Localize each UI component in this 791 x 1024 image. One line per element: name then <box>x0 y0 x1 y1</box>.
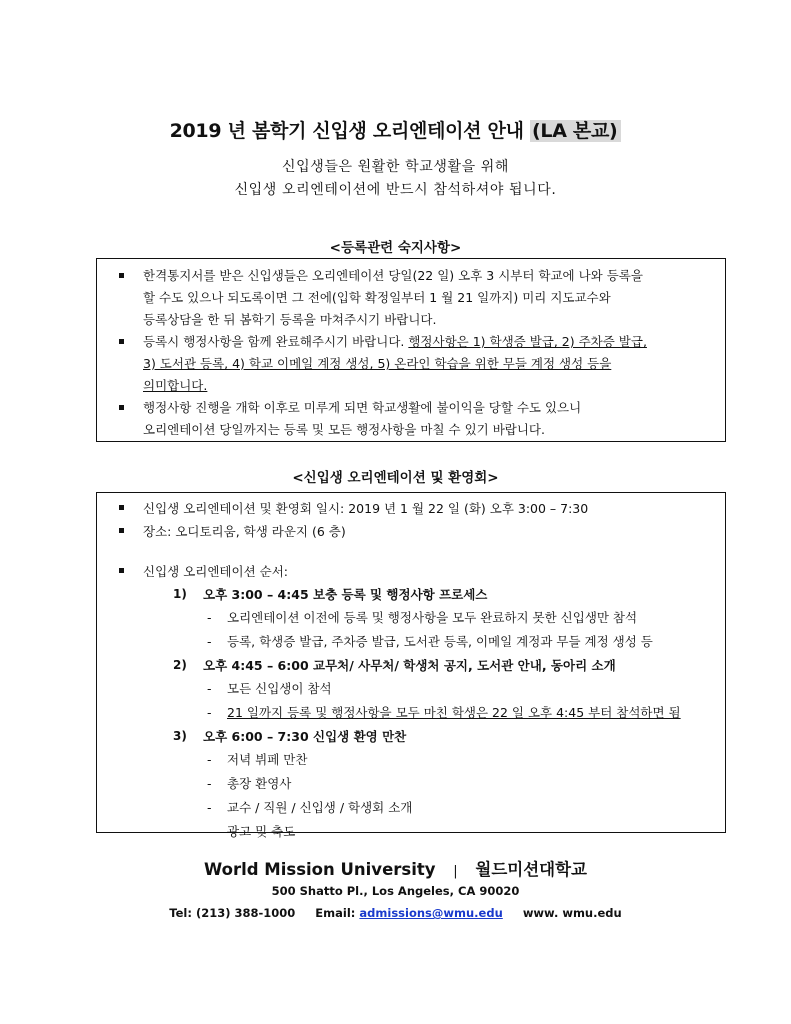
dash-bullet-icon: - <box>207 752 212 767</box>
sub-item-text: 모든 신입생이 참석 <box>227 681 332 696</box>
sub-item-text: 교수 / 직원 / 신입생 / 학생회 소개 <box>227 800 413 815</box>
sub-item <box>203 796 717 820</box>
dash-bullet-icon: - <box>207 610 212 625</box>
orientation-list <box>107 497 717 583</box>
title-campus-highlight: (LA 본교) <box>530 120 621 142</box>
step-number: 1) <box>173 587 187 601</box>
school-name-ko: 월드미션대학교 <box>475 860 587 879</box>
step-item <box>107 725 717 844</box>
title-main: 2019 년 봄학기 신입생 오리엔테이션 안내 <box>169 120 524 142</box>
orientation-place: 장소: 오디토리움, 학생 라운지 (6 층) <box>143 524 346 539</box>
list-item <box>107 397 717 441</box>
sub-item <box>203 772 717 796</box>
item-text: 한격통지서를 받은 신입생들은 오리엔테이션 당일(22 일) 오후 3 시부터 학교에 나와 등록을 <box>143 268 643 283</box>
intro-line-2: 신입생 오리엔테이션에 반드시 참석하셔야 됩니다. <box>234 182 557 198</box>
sub-item-text: 광고 및 축도 <box>227 824 296 839</box>
step-number: 3) <box>173 729 187 743</box>
sub-item-text: 21 일까지 등록 및 행정사항을 모두 마친 학생은 22 일 오후 4:45 부터 참석하면 됨 <box>227 705 681 720</box>
dash-bullet-icon: - <box>207 776 212 791</box>
step-details <box>203 748 717 844</box>
orientation-box <box>96 492 726 839</box>
separator: | <box>453 864 458 879</box>
list-item <box>107 560 717 583</box>
registration-heading: <등록관련 숙지사항> <box>329 240 462 256</box>
list-item <box>107 497 717 520</box>
list-item <box>107 520 717 543</box>
step-item <box>107 583 717 654</box>
item-text: 오리엔테이션 당일까지는 등록 및 모든 행정사항을 마칠 수 있기 바랍니다. <box>143 422 545 437</box>
step-number: 2) <box>173 658 187 672</box>
footer-email-label: Email: <box>315 906 356 920</box>
item-text-underlined: 3) 도서관 등록, 4) 학교 이메일 계정 생성, 5) 온라인 학습을 위한 무들 계정 생성 등을 <box>143 356 612 371</box>
item-text: 등록시 행정사항을 함께 완료해주시기 바랍니다. <box>143 334 405 349</box>
sub-item-text: 오리엔테이션 이전에 등록 및 행정사항을 모두 완료하지 못한 신입생만 참석 <box>227 610 638 625</box>
square-bullet-icon <box>119 339 124 344</box>
sub-item <box>203 630 717 654</box>
step-details <box>203 677 717 725</box>
footer-school-name <box>0 856 791 880</box>
footer-phone: Tel: (213) 388-1000 <box>169 906 296 920</box>
sub-item <box>203 701 717 725</box>
list-item <box>107 265 717 331</box>
step-heading: 오후 6:00 – 7:30 신입생 환영 만찬 <box>203 729 407 744</box>
registration-list <box>107 265 717 441</box>
square-bullet-icon <box>119 405 124 410</box>
sub-item-text: 등록, 학생증 발급, 주차증 발급, 도서관 등록, 이메일 계정과 무들 계정 생성 등 <box>227 634 653 649</box>
intro-line-1: 신입생들은 원활한 학교생활을 위해 <box>281 159 509 175</box>
dash-bullet-icon: - <box>207 705 212 720</box>
footer-address: 500 Shatto Pl., Los Angeles, CA 90020 <box>271 884 520 898</box>
step-heading: 오후 3:00 – 4:45 보충 등록 및 행정사항 프로세스 <box>203 587 488 602</box>
item-text: 등록상담을 한 뒤 봄학기 등록을 마쳐주시기 바랍니다. <box>143 312 437 327</box>
square-bullet-icon <box>119 505 124 510</box>
orientation-heading: <신입생 오리엔테이션 및 환영회> <box>292 470 499 486</box>
sub-item <box>203 820 717 844</box>
item-text: 할 수도 있으나 되도록이면 그 전에(입학 확정일부터 1 월 21 일까지) 미리 지도교수와 <box>143 290 611 305</box>
sub-item <box>203 606 717 630</box>
sub-item-text: 저녁 뷔페 만찬 <box>227 752 308 767</box>
email-link[interactable]: admissions@wmu.edu <box>359 906 503 920</box>
square-bullet-icon <box>119 568 124 573</box>
list-item <box>107 331 717 397</box>
spacer <box>107 543 717 560</box>
item-text-underlined: 행정사항은 1) 학생증 발급, 2) 주차증 발급, <box>408 334 647 349</box>
step-heading: 오후 4:45 – 6:00 교무처/ 사무처/ 학생처 공지, 도서관 안내, 동아리 소개 <box>203 658 616 673</box>
sub-item-text: 총장 환영사 <box>227 776 292 791</box>
dash-bullet-icon: - <box>207 634 212 649</box>
sub-item <box>203 748 717 772</box>
sub-item <box>203 677 717 701</box>
dash-bullet-icon: - <box>207 800 212 815</box>
school-name-en: World Mission University <box>204 860 436 879</box>
square-bullet-icon <box>119 273 124 278</box>
page-title <box>0 116 791 143</box>
dash-bullet-icon: - <box>207 824 212 839</box>
intro-text <box>0 156 791 202</box>
registration-box <box>96 258 726 442</box>
step-details <box>203 606 717 654</box>
item-text-underlined: 의미합니다. <box>143 378 208 393</box>
footer-website: www. wmu.edu <box>522 906 622 920</box>
footer-contact <box>0 906 791 920</box>
orientation-order-label: 신입생 오리엔테이션 순서: <box>143 564 288 579</box>
step-item <box>107 654 717 725</box>
orientation-steps <box>107 583 717 844</box>
square-bullet-icon <box>119 528 124 533</box>
item-text: 행정사항 진행을 개학 이후로 미루게 되면 학교생활에 불이익을 당할 수도 있으니 <box>143 400 582 415</box>
orientation-datetime: 신입생 오리엔테이션 및 환영회 일시: 2019 년 1 월 22 일 (화) 오후 3:00 – 7:30 <box>143 501 589 516</box>
dash-bullet-icon: - <box>207 681 212 696</box>
